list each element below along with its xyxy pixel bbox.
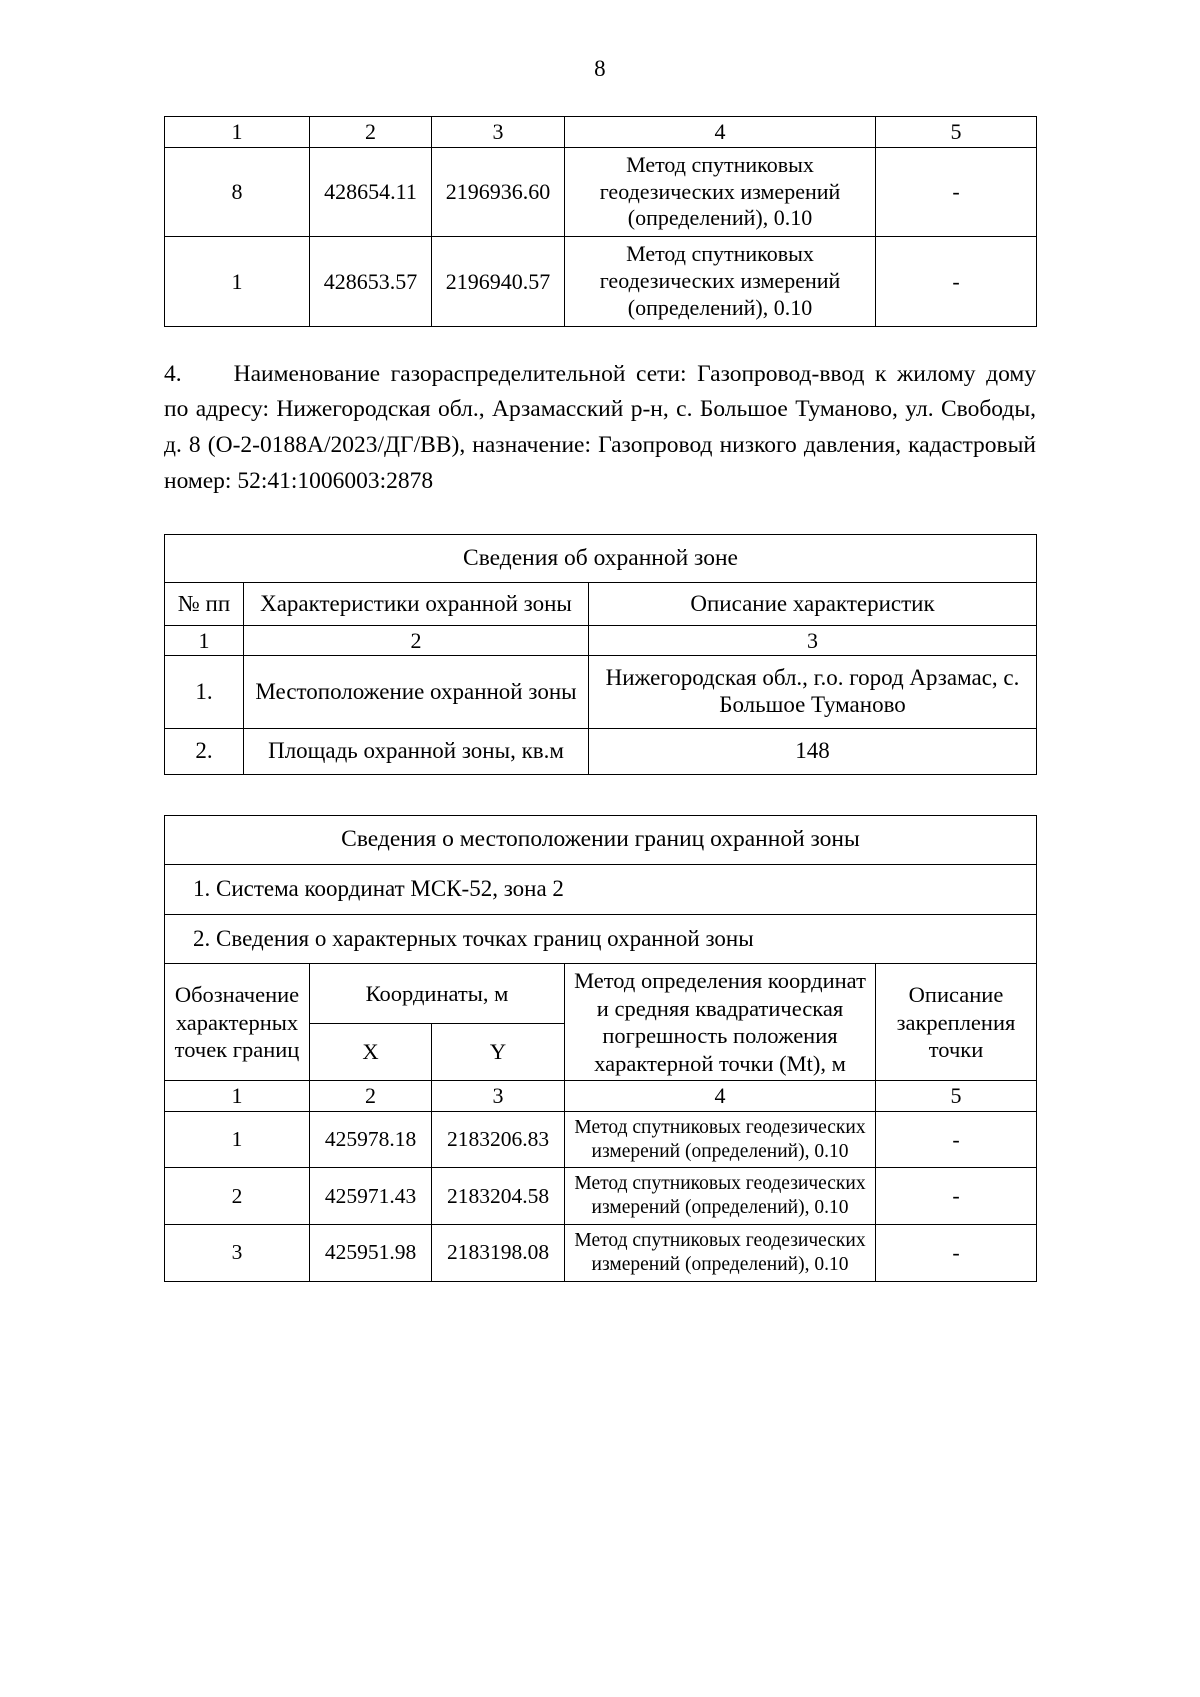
- method-description: Метод спутниковых геодезических измерений (определений), 0.10: [565, 147, 876, 236]
- header-coordinates: Координаты, м: [310, 964, 565, 1023]
- table-row-column-numbers: [165, 117, 1037, 148]
- zone-area-label: Площадь охранной зоны, кв.м: [244, 729, 589, 775]
- header-method: Метод определения координат и средняя квадратическая погрешность положения характерной точки (Mt), м: [565, 964, 876, 1081]
- column-number-2: 2: [310, 117, 432, 148]
- characteristic-points-text: 2. Сведения о характерных точках границ охранной зоны: [165, 914, 1037, 964]
- zone-area-value: 148: [589, 729, 1037, 775]
- column-number-2: 2: [310, 1081, 432, 1112]
- method-description: Метод спутниковых геодезических измерений (определений), 0.10: [565, 1168, 876, 1225]
- page-number: 8: [594, 56, 606, 81]
- row-number: 1.: [165, 656, 244, 729]
- column-number-5: 5: [876, 1081, 1037, 1112]
- table-title-row: [165, 816, 1037, 864]
- fixing-description: -: [876, 1111, 1037, 1168]
- column-number-1: 1: [165, 117, 310, 148]
- table-row: [165, 656, 1037, 729]
- method-description: Метод спутниковых геодезических измерений (определений), 0.10: [565, 237, 876, 326]
- coordinate-y: 2196936.60: [432, 147, 565, 236]
- coordinate-y: 2183198.08: [432, 1225, 565, 1282]
- header-characteristic: Характеристики охранной зоны: [244, 583, 589, 626]
- header-description: Описание характеристик: [589, 583, 1037, 626]
- column-number-5: 5: [876, 117, 1037, 148]
- table-row: [165, 237, 1037, 326]
- page-content: [164, 116, 1036, 1282]
- zone-borders-table: [164, 815, 1037, 1281]
- point-designation: 3: [165, 1225, 310, 1282]
- table-row: [165, 1111, 1037, 1168]
- table-header-row-top: [165, 964, 1037, 1023]
- coordinate-y: 2183204.58: [432, 1168, 565, 1225]
- coordinate-system-text: 1. Система координат МСК-52, зона 2: [165, 864, 1037, 914]
- table-title-row: [165, 534, 1037, 582]
- coordinate-x: 428653.57: [310, 237, 432, 326]
- network-name-paragraph: [164, 357, 1036, 500]
- column-number-1: 1: [165, 625, 244, 656]
- coordinate-x: 425971.43: [310, 1168, 432, 1225]
- table-row-column-numbers: [165, 1081, 1037, 1112]
- column-number-3: 3: [432, 117, 565, 148]
- table-row: [165, 1168, 1037, 1225]
- column-number-4: 4: [565, 1081, 876, 1112]
- coordinate-y: 2196940.57: [432, 237, 565, 326]
- table-title: Сведения об охранной зоне: [165, 534, 1037, 582]
- table-row: [165, 1225, 1037, 1282]
- header-fixing: Описание закрепления точки: [876, 964, 1037, 1081]
- point-designation: 1: [165, 237, 310, 326]
- table-header-row: [165, 583, 1037, 626]
- table-title: Сведения о местоположении границ охранной зоны: [165, 816, 1037, 864]
- coordinate-x: 425951.98: [310, 1225, 432, 1282]
- point-designation: 2: [165, 1168, 310, 1225]
- protection-zone-info-table: [164, 534, 1037, 776]
- row-number: 2.: [165, 729, 244, 775]
- zone-location-label: Местоположение охранной зоны: [244, 656, 589, 729]
- column-number-3: 3: [589, 625, 1037, 656]
- method-description: Метод спутниковых геодезических измерений (определений), 0.10: [565, 1111, 876, 1168]
- paragraph-index: 4.: [164, 360, 182, 387]
- paragraph-text: Наименование газораспределительной сети: Газопровод-ввод к жилому дому по адресу: Нижегородская обл., Арзамасский р-н, с. Большое Туманово, ул. Свободы, д. 8 (О-2-0188А/2023/ДГ/ВВ), назначение: Газопровод низкого давления, кадастровый номер: 52:41:1006003:2878: [164, 360, 1036, 494]
- header-y: Y: [432, 1023, 565, 1080]
- fixing-description: -: [876, 147, 1037, 236]
- header-x: X: [310, 1023, 432, 1080]
- coordinate-x: 428654.11: [310, 147, 432, 236]
- header-number: № пп: [165, 583, 244, 626]
- characteristic-points-row: [165, 914, 1037, 964]
- coordinate-x: 425978.18: [310, 1111, 432, 1168]
- coordinate-system-row: [165, 864, 1037, 914]
- coordinate-y: 2183206.83: [432, 1111, 565, 1168]
- zone-location-value: Нижегородская обл., г.о. город Арзамас, с. Большое Туманово: [589, 656, 1037, 729]
- column-number-2: 2: [244, 625, 589, 656]
- coordinates-table-continued: [164, 116, 1037, 327]
- point-designation: 1: [165, 1111, 310, 1168]
- point-designation: 8: [165, 147, 310, 236]
- table-row: [165, 147, 1037, 236]
- method-description: Метод спутниковых геодезических измерений (определений), 0.10: [565, 1225, 876, 1282]
- column-number-1: 1: [165, 1081, 310, 1112]
- fixing-description: -: [876, 1168, 1037, 1225]
- fixing-description: -: [876, 237, 1037, 326]
- fixing-description: -: [876, 1225, 1037, 1282]
- table-row: [165, 729, 1037, 775]
- header-designation: Обозначение характерных точек границ: [165, 964, 310, 1081]
- column-number-3: 3: [432, 1081, 565, 1112]
- column-number-4: 4: [565, 117, 876, 148]
- table-row-column-numbers: [165, 625, 1037, 656]
